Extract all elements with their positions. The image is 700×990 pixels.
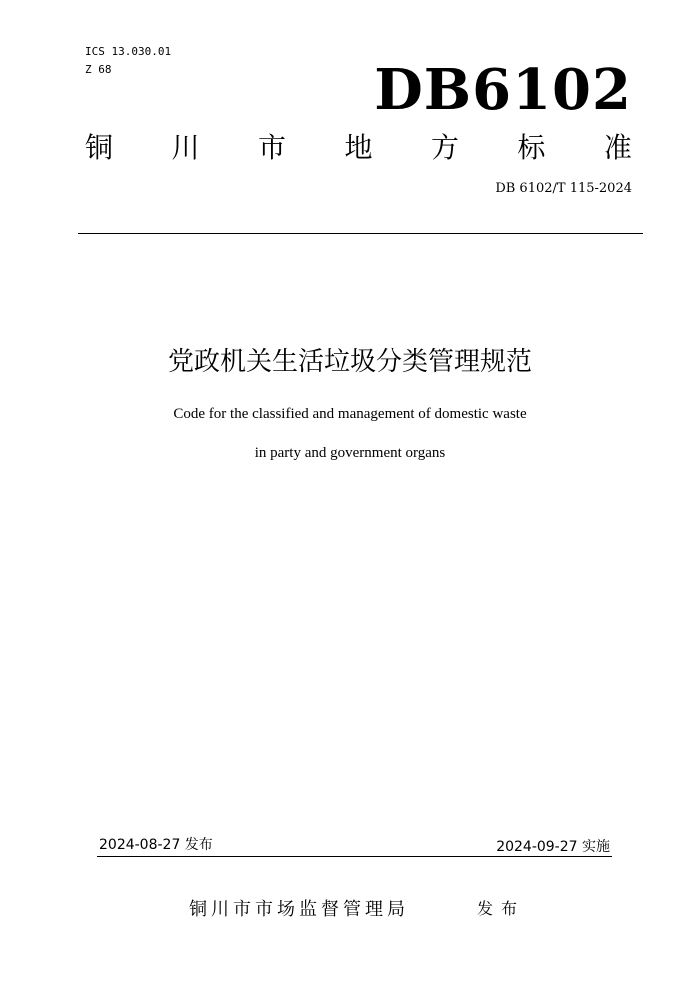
- standard-number: DB 6102/T 115-2024: [495, 181, 632, 196]
- standard-code-logo: DB6102: [374, 57, 632, 123]
- standard-type-char: 川: [171, 131, 200, 164]
- document-title-english-line2: in party and government organs: [254, 445, 446, 461]
- standard-type-char: 方: [430, 131, 459, 164]
- classification-block: [85, 43, 171, 79]
- ccs-code: Z 68: [85, 63, 112, 76]
- issue-label: 发布: [477, 899, 526, 918]
- standard-type-char: 铜: [85, 131, 114, 164]
- issuing-authority: 铜川市市场监督管理局: [189, 899, 409, 920]
- standard-type-char: 地: [344, 131, 373, 164]
- document-title-chinese: 党政机关生活垃圾分类管理规范: [167, 347, 532, 377]
- header-divider: [78, 233, 643, 234]
- implement-date: 2024-09-27 实施: [496, 839, 610, 855]
- standard-type-char: 准: [603, 131, 632, 164]
- ics-code: ICS 13.030.01: [85, 45, 172, 58]
- publish-date: 2024-08-27 发布: [99, 837, 213, 853]
- standard-type-char: 市: [257, 131, 286, 164]
- footer-divider: [97, 856, 612, 857]
- standard-type-heading: [85, 128, 632, 168]
- standard-type-char: 标: [517, 131, 546, 164]
- document-title-english-line1: Code for the classified and management of domestic waste: [173, 406, 527, 422]
